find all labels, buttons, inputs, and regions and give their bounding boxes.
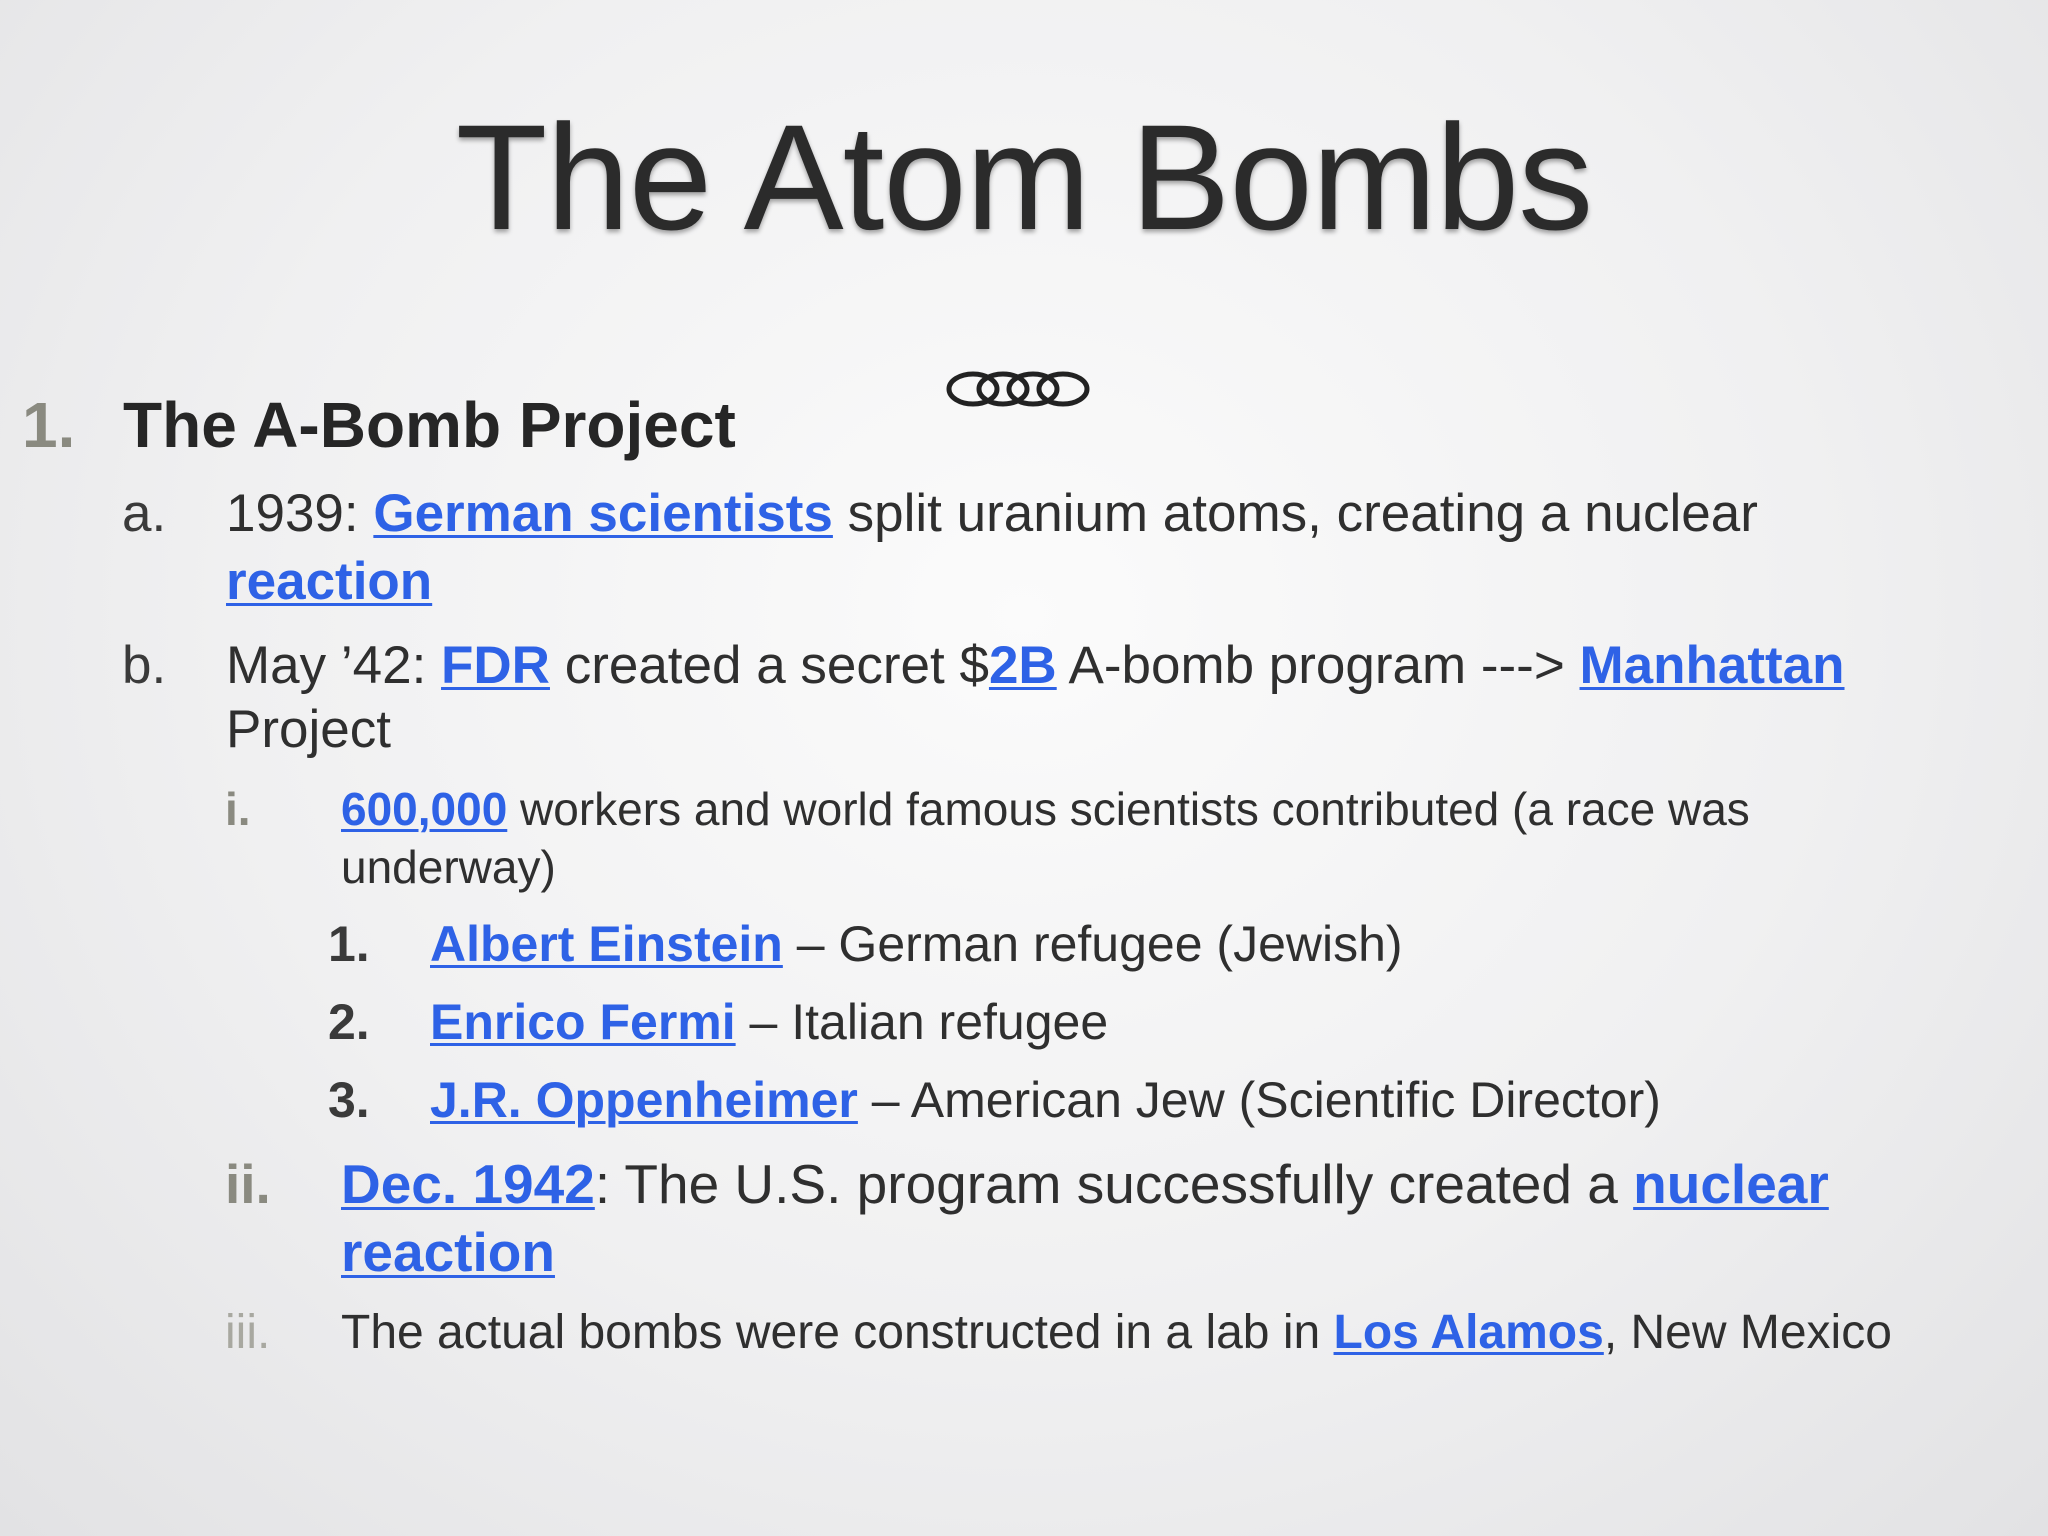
bullet-i-line1 [341, 780, 1750, 838]
person-desc-oppenheimer: – American Jew (Scientific Director) [857, 1072, 1661, 1128]
bullet-iii-line1 [341, 1304, 1892, 1362]
bullet-b-line1 [226, 632, 1845, 700]
outline-marker-person-2: 2. [328, 994, 370, 1050]
link-dec-1942[interactable]: Dec. 1942 [341, 1153, 595, 1215]
bullet-a-text1: 1939: [226, 484, 374, 543]
bullet-iii-text1: The actual bombs were constructed in a lab in [341, 1306, 1334, 1359]
bullet-ii-text1: : The U.S. program successfully created a [594, 1153, 1634, 1215]
bullet-b-text2: created a secret $ [549, 636, 989, 695]
link-600000[interactable]: 600,000 [341, 783, 508, 835]
bullet-b-line2: Project [226, 700, 391, 759]
outline-marker-person-3: 3. [328, 1072, 370, 1128]
slide-title: The Atom Bombs [455, 93, 1593, 261]
outline-marker-b: b. [122, 636, 167, 695]
bullet-iii-text2: , New Mexico [1603, 1306, 1892, 1359]
outline-marker-person-1: 1. [328, 916, 370, 972]
bullet-ii-line1 [341, 1150, 1829, 1218]
person-desc-einstein: – German refugee (Jewish) [782, 916, 1403, 972]
bullet-a-line2 [226, 548, 432, 616]
person-item-fermi [430, 992, 1108, 1052]
link-reaction[interactable]: reaction [226, 552, 433, 611]
outline-marker-i: i. [225, 783, 251, 835]
link-nuclear[interactable]: nuclear [1633, 1153, 1829, 1215]
person-item-oppenheimer [430, 1070, 1661, 1130]
section-heading: The A-Bomb Project [123, 389, 736, 461]
bullet-i-text1: workers and world famous scientists contributed (a race was [507, 783, 1750, 835]
link-manhattan[interactable]: Manhattan [1579, 636, 1845, 695]
link-albert-einstein[interactable]: Albert Einstein [430, 916, 783, 972]
outline-marker-iii: iii. [225, 1306, 271, 1359]
outline-marker-1: 1. [22, 389, 76, 461]
bullet-ii-line2 [341, 1218, 555, 1286]
bullet-b-text1: May ’42: [226, 636, 442, 695]
person-desc-fermi: – Italian refugee [735, 994, 1109, 1050]
link-fdr[interactable]: FDR [441, 636, 550, 695]
outline-marker-a: a. [122, 484, 167, 543]
scroll-ornament-icon [845, 366, 1205, 412]
link-enrico-fermi[interactable]: Enrico Fermi [430, 994, 736, 1050]
person-item-einstein [430, 914, 1403, 974]
bullet-i-line2: underway) [341, 841, 556, 893]
link-reaction-2[interactable]: reaction [341, 1221, 555, 1283]
bullet-b-text3: A-bomb program ---> [1056, 636, 1580, 695]
link-2b[interactable]: 2B [988, 636, 1057, 695]
bullet-a-line1 [226, 480, 1758, 548]
link-los-alamos[interactable]: Los Alamos [1333, 1306, 1604, 1359]
outline-marker-ii: ii. [225, 1153, 271, 1215]
link-german-scientists[interactable]: German scientists [373, 484, 833, 543]
bullet-a-text2: split uranium atoms, creating a nuclear [832, 484, 1758, 543]
link-jr-oppenheimer[interactable]: J.R. Oppenheimer [430, 1072, 858, 1128]
